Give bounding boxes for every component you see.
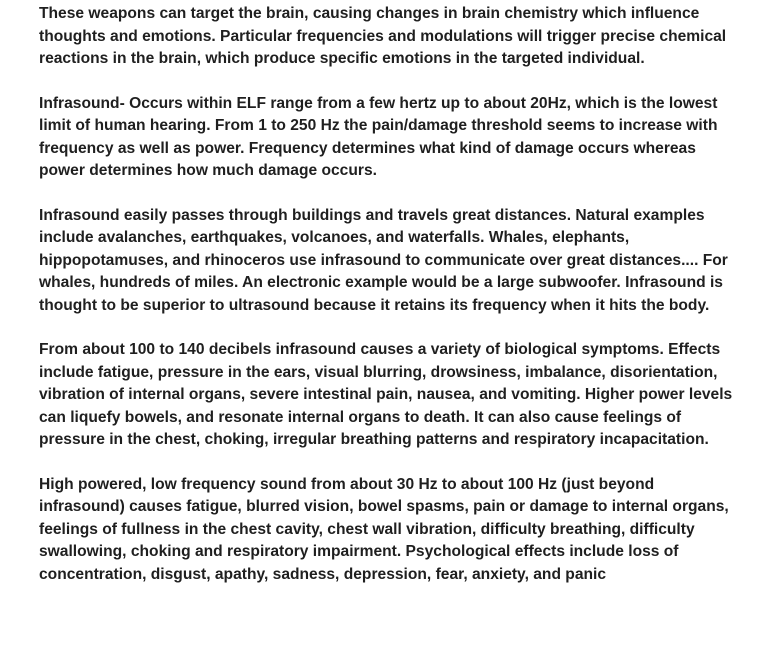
document-body <box>39 3 739 608</box>
paragraph-low-frequency-effects: High powered, low frequency sound from about 30 Hz to about 100 Hz (just beyond infrasound) causes fatigue, blurred vision, bowel spasms, pain or damage to internal organs, feelings of fullness in the chest cavity, chest wall vibration, difficulty breathing, difficulty swallowing, choking and respiratory impairment. Psychological effects include loss of concentration, disgust, apathy, sadness, depression, fear, anxiety, and panic <box>39 475 729 583</box>
paragraph-weapons-brain: These weapons can target the brain, causing changes in brain chemistry which influence thoughts and emotions. Particular frequencies and modulations will trigger precise chemical reactions in the brain, which produce specific emotions in the targeted individual. <box>39 5 727 67</box>
paragraph-infrasound-definition: Infrasound- Occurs within ELF range from a few hertz up to about 20Hz, which is the lowest limit of human hearing. From 1 to 250 Hz the pain/damage threshold seems to increase with frequency as well as power. Frequency determines what kind of damage occurs whereas power determines how much damage occurs. <box>39 94 718 179</box>
paragraph-infrasound-propagation: Infrasound easily passes through buildings and travels great distances. Natural examples include avalanches, earthquakes, volcanoes, and waterfalls. Whales, elephants, hippopotamuses, and rhinoceros use infrasound to communicate over great distances.... For whales, hundreds of miles. An electronic example would be a large subwoofer. Infrasound is thought to be superior to ultrasound because it retains its frequency when it hits the body. <box>39 206 728 314</box>
paragraph-biological-symptoms: From about 100 to 140 decibels infrasound causes a variety of biological symptoms. Effects include fatigue, pressure in the ears, visual blurring, drowsiness, imbalance, disorientation, vibration of internal organs, severe intestinal pain, nausea, and vomiting. Higher power levels can liquefy bowels, and resonate internal organs to death. It can also cause feelings of pressure in the chest, choking, irregular breathing patterns and respiratory incapacitation. <box>39 341 733 448</box>
